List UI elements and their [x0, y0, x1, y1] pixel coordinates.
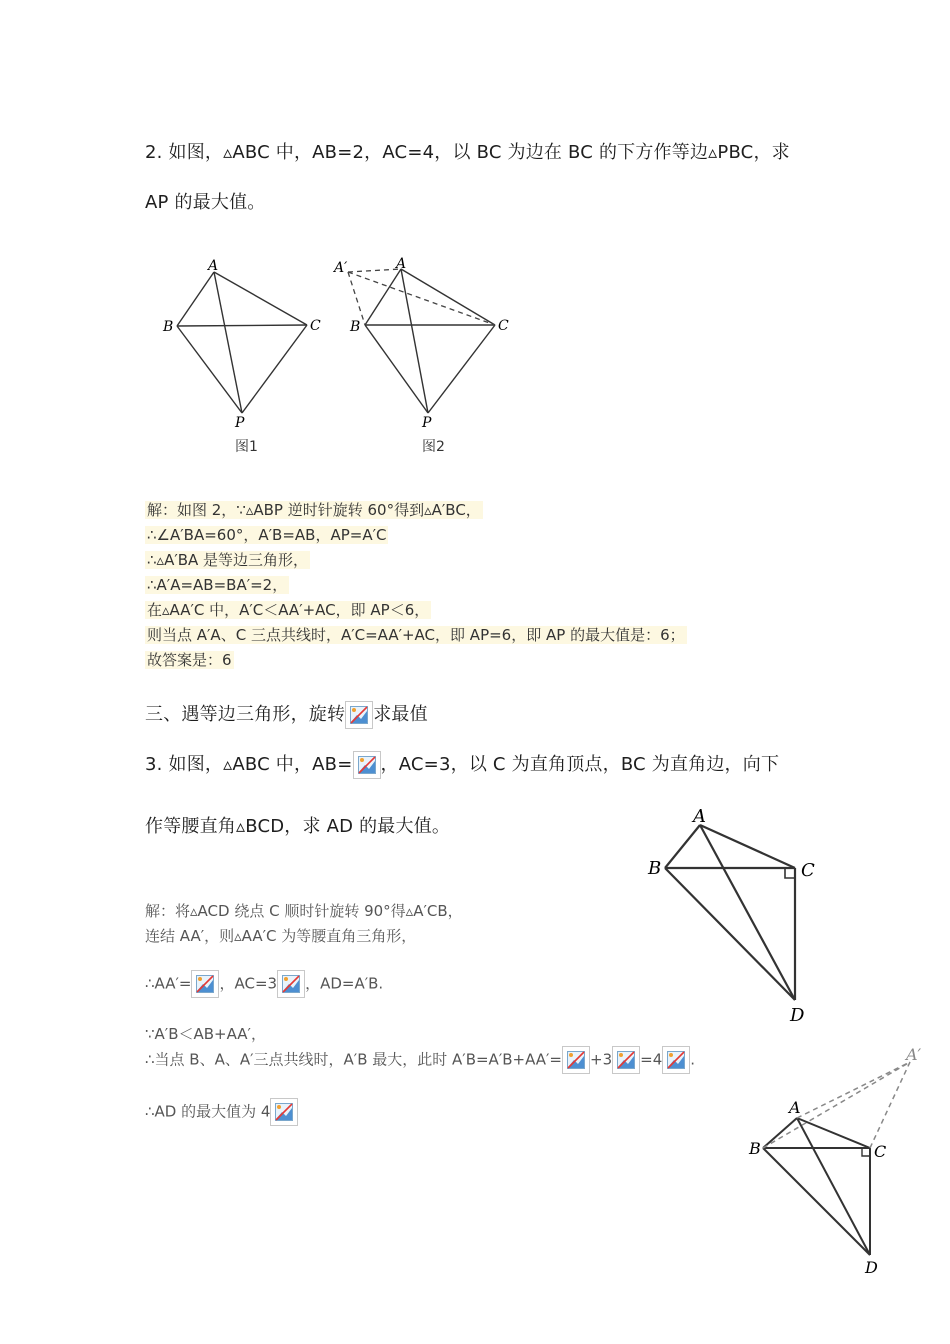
label-b: B: [749, 1139, 761, 1158]
label-b: B: [648, 858, 662, 879]
edge-ap: [214, 272, 242, 413]
sol3-text: ，AD=A′B.: [305, 974, 384, 993]
edge-ab: [665, 825, 700, 868]
solution-2-line: 在▵AA′C 中，A′C＜AA′+AC，即 AP＜6，: [147, 601, 430, 619]
solution-2-line: 故答案是：6: [147, 651, 232, 669]
label-p: P: [235, 415, 245, 431]
section-3-title-text: 求最值: [373, 704, 428, 725]
broken-image-icon: [191, 970, 219, 998]
solution-3-line6: [145, 1098, 298, 1126]
edge-cp: [242, 325, 307, 413]
edge-ac: [797, 1118, 870, 1148]
broken-image-icon: [612, 1046, 640, 1074]
label-c: C: [498, 318, 509, 334]
label-b: B: [163, 319, 174, 335]
sol3-text: ∴AD 的最大值为 4: [145, 1102, 271, 1121]
label-a: A: [789, 1098, 801, 1117]
broken-image-icon: [662, 1046, 690, 1074]
solution-3-line5: [145, 1046, 695, 1074]
solution-2-line: ∴▵A′BA 是等边三角形，: [147, 551, 309, 569]
figure-4: [745, 1040, 945, 1280]
edge-ap: [401, 269, 428, 413]
figure-1-caption: 图1: [235, 439, 258, 455]
solution-3-line1: 解：将▵ACD 绕点 C 顺时针旋转 90°得▵A′CB，: [145, 902, 463, 920]
sol3-text: +3: [590, 1050, 613, 1069]
q3-text: ，AC=3，以 C 为直角顶点，BC 为直角边，向下: [380, 754, 780, 775]
sol3-text: ，AC=3: [219, 974, 278, 993]
edge-bc: [177, 325, 307, 326]
label-c: C: [801, 860, 815, 881]
figure-3: [640, 800, 830, 1030]
solution-3-line2: 连结 AA′，则▵AA′C 为等腰直角三角形，: [145, 927, 417, 945]
edge-ac: [700, 825, 795, 868]
label-d: D: [865, 1258, 878, 1277]
label-b: B: [350, 319, 361, 335]
edge-ab: [365, 269, 401, 325]
dashed-a1b: [348, 272, 365, 325]
sol3-text: ∴AA′=: [145, 974, 192, 993]
q2-line1: 2. 如图，▵ABC 中，AB=2，AC=4，以 BC 为边在 BC 的下方作等边▵PBC，求: [145, 142, 790, 163]
right-angle-mark: [785, 868, 795, 878]
solution-2-line: ∴A′A=AB=BA′=2，: [147, 576, 288, 594]
label-a-prime: A′: [334, 260, 348, 276]
edge-bp: [365, 325, 428, 413]
solution-3-line3: [145, 970, 383, 998]
section-3-title: [145, 700, 428, 729]
label-c: C: [310, 318, 321, 334]
edge-ab: [177, 272, 214, 326]
right-angle-mark: [862, 1148, 870, 1156]
dashed-a1a: [348, 269, 401, 272]
sol3-text: ∴当点 B、A、A′三点共线时，A′B 最大，此时 A′B=A′B+AA′=: [145, 1050, 562, 1069]
label-a: A: [208, 258, 219, 274]
q3-line1: [145, 750, 779, 779]
edge-ad: [700, 825, 795, 1000]
q3-line2: 作等腰直角▵BCD，求 AD 的最大值。: [145, 816, 451, 837]
broken-image-icon: [345, 701, 373, 729]
solution-3-line4: ∵A′B＜AB+AA′，: [145, 1025, 266, 1043]
figure-2-caption: 图2: [422, 439, 445, 455]
edge-bd: [665, 868, 795, 1000]
broken-image-icon: [277, 970, 305, 998]
solution-2-line: ∴∠A′BA=60°，A′B=AB，AP=A′C: [147, 526, 387, 544]
solution-2-line: 解：如图 2，∵▵ABP 逆时针旋转 60°得到▵A′BC，: [147, 501, 481, 519]
q3-text: 3. 如图，▵ABC 中，AB=: [145, 754, 353, 775]
dashed-aa1: [797, 1062, 910, 1118]
figure-2: [330, 255, 530, 460]
label-c: C: [874, 1142, 887, 1161]
edge-ac: [214, 272, 307, 325]
sol3-text: .: [690, 1050, 696, 1069]
solution-2: [145, 498, 687, 673]
figure-1: [155, 255, 335, 460]
edge-ab: [763, 1118, 797, 1148]
broken-image-icon: [270, 1098, 298, 1126]
edge-ad: [797, 1118, 870, 1255]
sol3-text: =4: [640, 1050, 663, 1069]
label-a: A: [396, 256, 407, 272]
q2-line2: AP 的最大值。: [145, 192, 266, 213]
section-3-title-text: 三、遇等边三角形，旋转: [145, 704, 346, 725]
broken-image-icon: [562, 1046, 590, 1074]
label-a-prime: A′: [906, 1045, 922, 1064]
dashed-ca1: [870, 1062, 910, 1148]
edge-bd: [763, 1148, 870, 1255]
edge-ac: [401, 269, 495, 325]
solution-2-line: 则当点 A′A、C 三点共线时，A′C=AA′+AC，即 AP=6，即 AP 的最大值是：6；: [147, 626, 685, 644]
label-p: P: [422, 415, 432, 431]
broken-image-icon: [353, 751, 381, 779]
edge-cp: [428, 325, 495, 413]
edge-bp: [177, 326, 242, 413]
label-a: A: [693, 806, 706, 827]
label-d: D: [790, 1005, 805, 1026]
